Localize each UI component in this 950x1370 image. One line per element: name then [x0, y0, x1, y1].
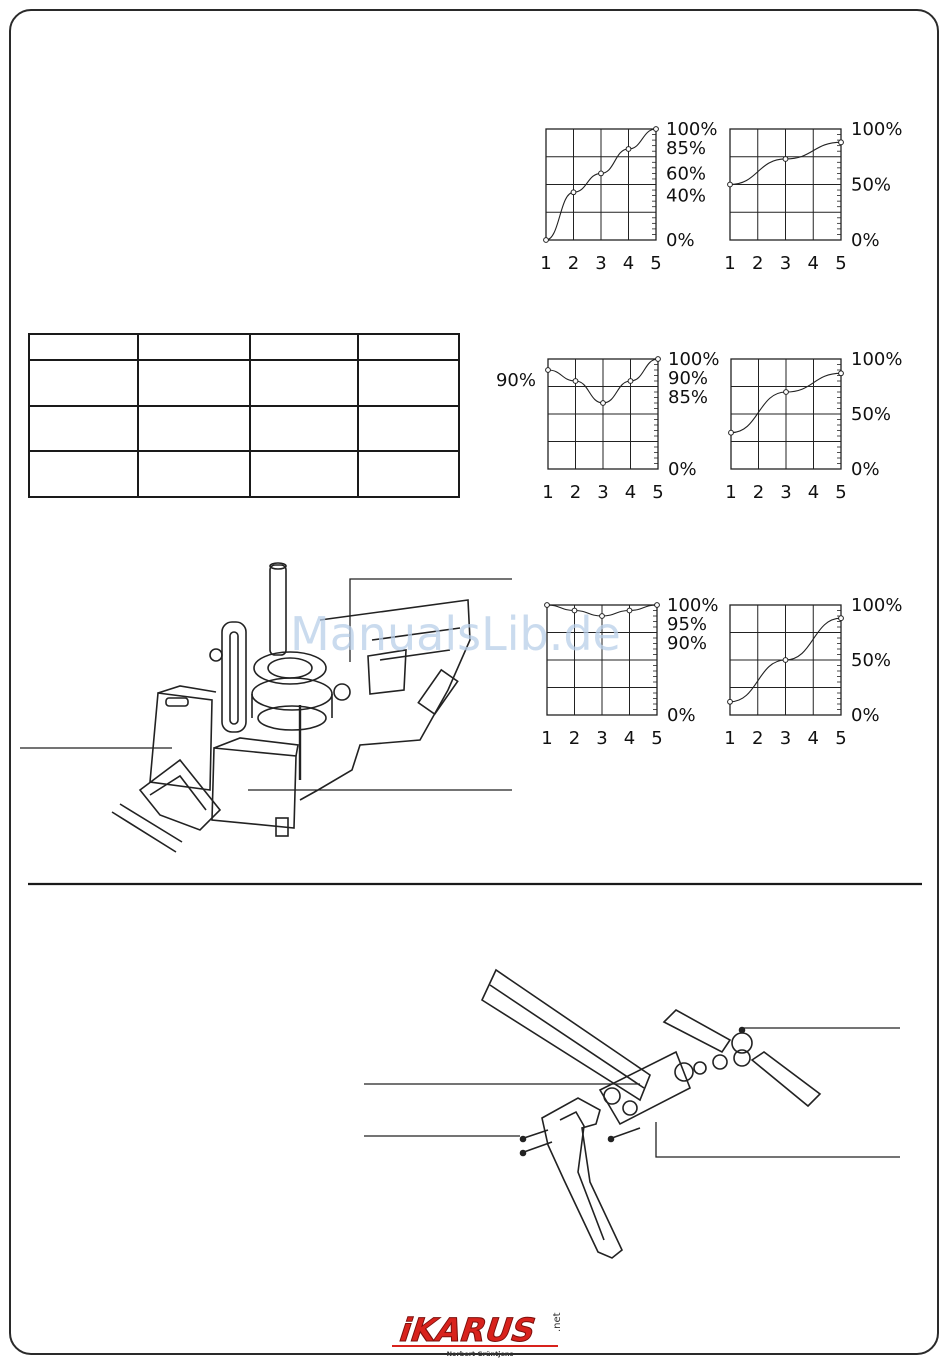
y-tick-label: 85%	[666, 138, 707, 159]
x-tick-label: 2	[752, 253, 764, 274]
y-tick-label: 50%	[851, 404, 892, 425]
x-tick-label: 5	[835, 482, 847, 503]
x-tick-label: 5	[652, 482, 664, 503]
x-tick-label: 5	[651, 728, 663, 749]
x-tick-label: 5	[835, 728, 847, 749]
y-tick-label: 0%	[851, 230, 880, 251]
data-point	[729, 430, 734, 435]
x-tick-label: 2	[567, 253, 580, 274]
data-point	[546, 368, 551, 373]
data-point	[783, 658, 788, 663]
data-point	[728, 182, 733, 187]
curve-d-chart	[725, 349, 902, 503]
data-point	[626, 147, 631, 152]
y-tick-label: 85%	[668, 387, 709, 408]
x-tick-label: 2	[568, 728, 581, 749]
brand-logo	[380, 1308, 580, 1360]
data-point	[728, 699, 733, 704]
logo-brand-text: iKARUS	[394, 1311, 541, 1349]
y-tick-label: 100%	[851, 119, 903, 140]
data-point	[601, 401, 606, 406]
x-tick-label: 3	[780, 482, 792, 503]
y-tick-label: 100%	[851, 595, 903, 616]
data-point	[571, 190, 576, 195]
x-tick-label: 1	[724, 728, 736, 749]
x-tick-label: 4	[623, 728, 636, 749]
x-tick-label: 3	[779, 253, 792, 274]
data-point	[655, 603, 660, 608]
data-point	[654, 127, 659, 132]
data-point	[784, 390, 789, 395]
x-tick-label: 5	[835, 253, 847, 274]
y-tick-label: 100%	[668, 349, 720, 370]
x-tick-label: 1	[542, 482, 554, 503]
y-tick-label: 0%	[667, 705, 696, 726]
y-tick-label: 90%	[667, 633, 708, 654]
y-tick-label: 50%	[851, 650, 892, 671]
y-tick-label: 40%	[666, 185, 707, 207]
y-tick-label: 0%	[851, 705, 880, 726]
x-tick-label: 1	[724, 253, 736, 274]
y-tick-label: 0%	[668, 459, 697, 480]
data-point	[839, 140, 844, 145]
y-tick-label: 95%	[667, 614, 708, 635]
x-tick-label: 3	[779, 728, 792, 749]
data-point	[783, 157, 788, 162]
x-tick-label: 4	[807, 253, 819, 274]
leader-lines	[20, 579, 903, 1157]
x-tick-label: 4	[807, 482, 820, 503]
x-tick-label: 2	[752, 728, 764, 749]
x-tick-label: 4	[807, 728, 819, 749]
x-tick-label: 2	[569, 482, 582, 503]
y-tick-label: 100%	[667, 595, 719, 616]
curve-a-chart	[540, 119, 717, 274]
x-tick-label: 5	[650, 253, 662, 274]
x-tick-label: 2	[752, 482, 765, 503]
curve-f-chart	[724, 595, 902, 749]
y-tick-label: 0%	[851, 459, 880, 480]
logo-tagline: Norbert Grüntjens	[446, 1350, 514, 1358]
data-point	[544, 238, 549, 243]
data-point	[628, 379, 633, 384]
x-tick-label: 4	[624, 482, 637, 503]
y-tick-label: 100%	[666, 119, 718, 140]
data-point	[839, 616, 844, 621]
y-tick-label: 0%	[666, 230, 695, 251]
x-tick-label: 4	[622, 253, 635, 274]
x-tick-label: 1	[541, 728, 553, 749]
x-tick-label: 3	[597, 482, 609, 503]
x-tick-label: 1	[540, 253, 552, 274]
data-point	[599, 171, 604, 176]
data-point	[839, 371, 844, 376]
x-tick-label: 1	[725, 482, 737, 503]
y-left-label: 90%	[495, 370, 536, 391]
curve-c-chart	[496, 349, 719, 503]
y-tick-label: 90%	[668, 368, 709, 389]
data-point	[627, 608, 632, 613]
y-tick-label: 100%	[851, 349, 903, 370]
x-tick-label: 3	[595, 253, 607, 274]
x-tick-label: 3	[596, 728, 608, 749]
logo-suffix: .net	[552, 1312, 563, 1332]
watermark-text: ManualsLib.de	[290, 607, 621, 661]
y-tick-label: 50%	[851, 174, 892, 196]
curve-b-chart	[724, 119, 902, 274]
data-point	[573, 379, 578, 384]
y-tick-label: 60%	[666, 163, 707, 185]
tail-assembly-illustration	[482, 970, 820, 1258]
data-point	[656, 357, 661, 362]
